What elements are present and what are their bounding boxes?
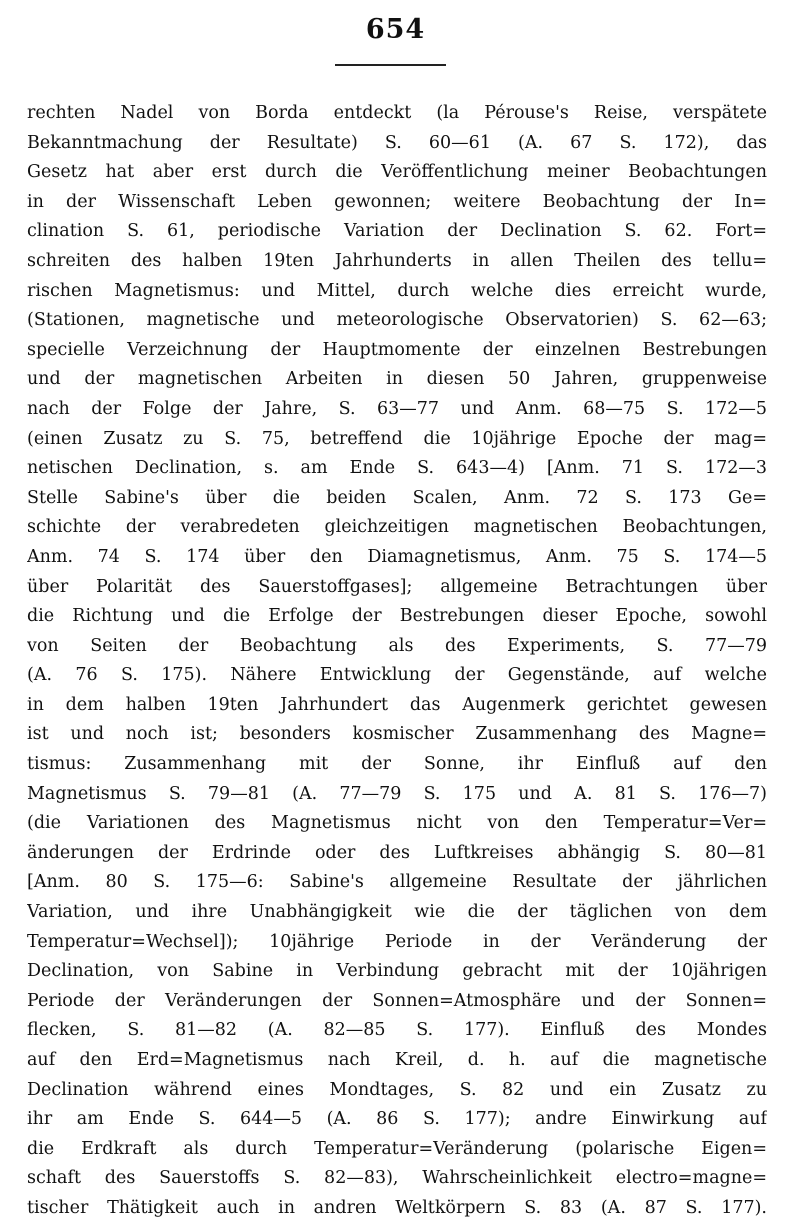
text-line: Temperatur=Wechsel]); 10jährige Periode in der Veränderung der: [27, 931, 767, 952]
text-line: Magnetismus S. 79—81 (A. 77—79 S. 175 und A. 81 S. 176—7): [27, 783, 767, 804]
text-line: tismus: Zusammenhang mit der Sonne, ihr Einfluß auf den: [27, 754, 767, 775]
text-line: Periode der Veränderungen der Sonnen=Atmosphäre und der Sonnen=: [27, 990, 767, 1011]
text-line: schaft des Sauerstoffs S. 82—83), Wahrscheinlichkeit electro=magne=: [27, 1168, 767, 1189]
text-line: netischen Declination, s. am Ende S. 643—4) [Anm. 71 S. 172—3: [27, 458, 767, 479]
header-rule: [335, 64, 446, 66]
page-number: 654: [365, 14, 426, 45]
text-line: von Seiten der Beobachtung als des Experiments, S. 77—79: [27, 635, 767, 656]
text-line: Anm. 74 S. 174 über den Diamagnetismus, Anm. 75 S. 174—5: [27, 546, 767, 567]
text-line: die Erdkraft als durch Temperatur=Veränderung (polarische Eigen=: [27, 1138, 767, 1159]
text-line: auf den Erd=Magnetismus nach Kreil, d. h. auf die magnetische: [27, 1050, 767, 1070]
text-line: [Anm. 80 S. 175—6: Sabine's allgemeine Resultate der jährlichen: [27, 872, 767, 893]
text-line: Declination während eines Mondtages, S. 82 und ein Zusatz zu: [27, 1079, 767, 1100]
text-line: und der magnetischen Arbeiten in diesen 50 Jahren, gruppenweise: [27, 369, 767, 390]
text-line: ihr am Ende S. 644—5 (A. 86 S. 177); andre Einwirkung auf: [27, 1109, 767, 1130]
text-line: über Polarität des Sauerstoffgases]; allgemeine Betrachtungen über: [27, 576, 767, 597]
text-line: nach der Folge der Jahre, S. 63—77 und Anm. 68—75 S. 172—5: [27, 398, 767, 419]
text-line: schichte der verabredeten gleichzeitigen magnetischen Beobachtungen,: [27, 517, 767, 538]
text-line: rischen Magnetismus: und Mittel, durch welche dies erreicht wurde,: [27, 280, 767, 301]
text-line: clination S. 61, periodische Variation der Declination S. 62. Fort=: [27, 221, 767, 242]
text-line: (einen Zusatz zu S. 75, betreffend die 10jährige Epoche der mag=: [27, 428, 767, 449]
text-line: (Stationen, magnetische und meteorologische Observatorien) S. 62—63;: [27, 310, 767, 331]
text-line: die Richtung und die Erfolge der Bestrebungen dieser Epoche, sowohl: [27, 606, 767, 627]
text-line: (A. 76 S. 175). Nähere Entwicklung der Gegenstände, auf welche: [27, 665, 767, 686]
text-line: änderungen der Erdrinde oder des Luftkreises abhängig S. 80—81: [27, 842, 767, 863]
text-line: (die Variationen des Magnetismus nicht von den Temperatur=Ver=: [27, 813, 767, 834]
text-line: ist und noch ist; besonders kosmischer Zusammenhang des Magne=: [27, 724, 767, 745]
text-line: flecken, S. 81—82 (A. 82—85 S. 177). Einfluß des Mondes: [27, 1020, 767, 1041]
text-line: Bekanntmachung der Resultate) S. 60—61 (A. 67 S. 172), das: [27, 132, 767, 153]
text-line: Declination, von Sabine in Verbindung gebracht mit der 10jährigen: [27, 961, 767, 982]
text-line: tischer Thätigkeit auch in andren Weltkörpern S. 83 (A. 87 S. 177).: [27, 1197, 767, 1218]
text-line: specielle Verzeichnung der Hauptmomente der einzelnen Bestrebungen: [27, 339, 767, 360]
body-text: [27, 99, 767, 1224]
text-line: schreiten des halben 19ten Jahrhunderts in allen Theilen des tellu=: [27, 250, 767, 271]
text-line: in der Wissenschaft Leben gewonnen; weitere Beobachtung der In=: [27, 191, 767, 212]
text-line: Stelle Sabine's über die beiden Scalen, Anm. 72 S. 173 Ge=: [27, 487, 767, 508]
text-line: Variation, und ihre Unabhängigkeit wie die der täglichen von dem: [27, 902, 767, 923]
text-line: rechten Nadel von Borda entdeckt (la Pérouse's Reise, verspätete: [27, 103, 767, 123]
text-line: in dem halben 19ten Jahrhundert das Augenmerk gerichtet gewesen: [27, 694, 767, 715]
text-line: Gesetz hat aber erst durch die Veröffentlichung meiner Beobachtungen: [27, 162, 767, 183]
